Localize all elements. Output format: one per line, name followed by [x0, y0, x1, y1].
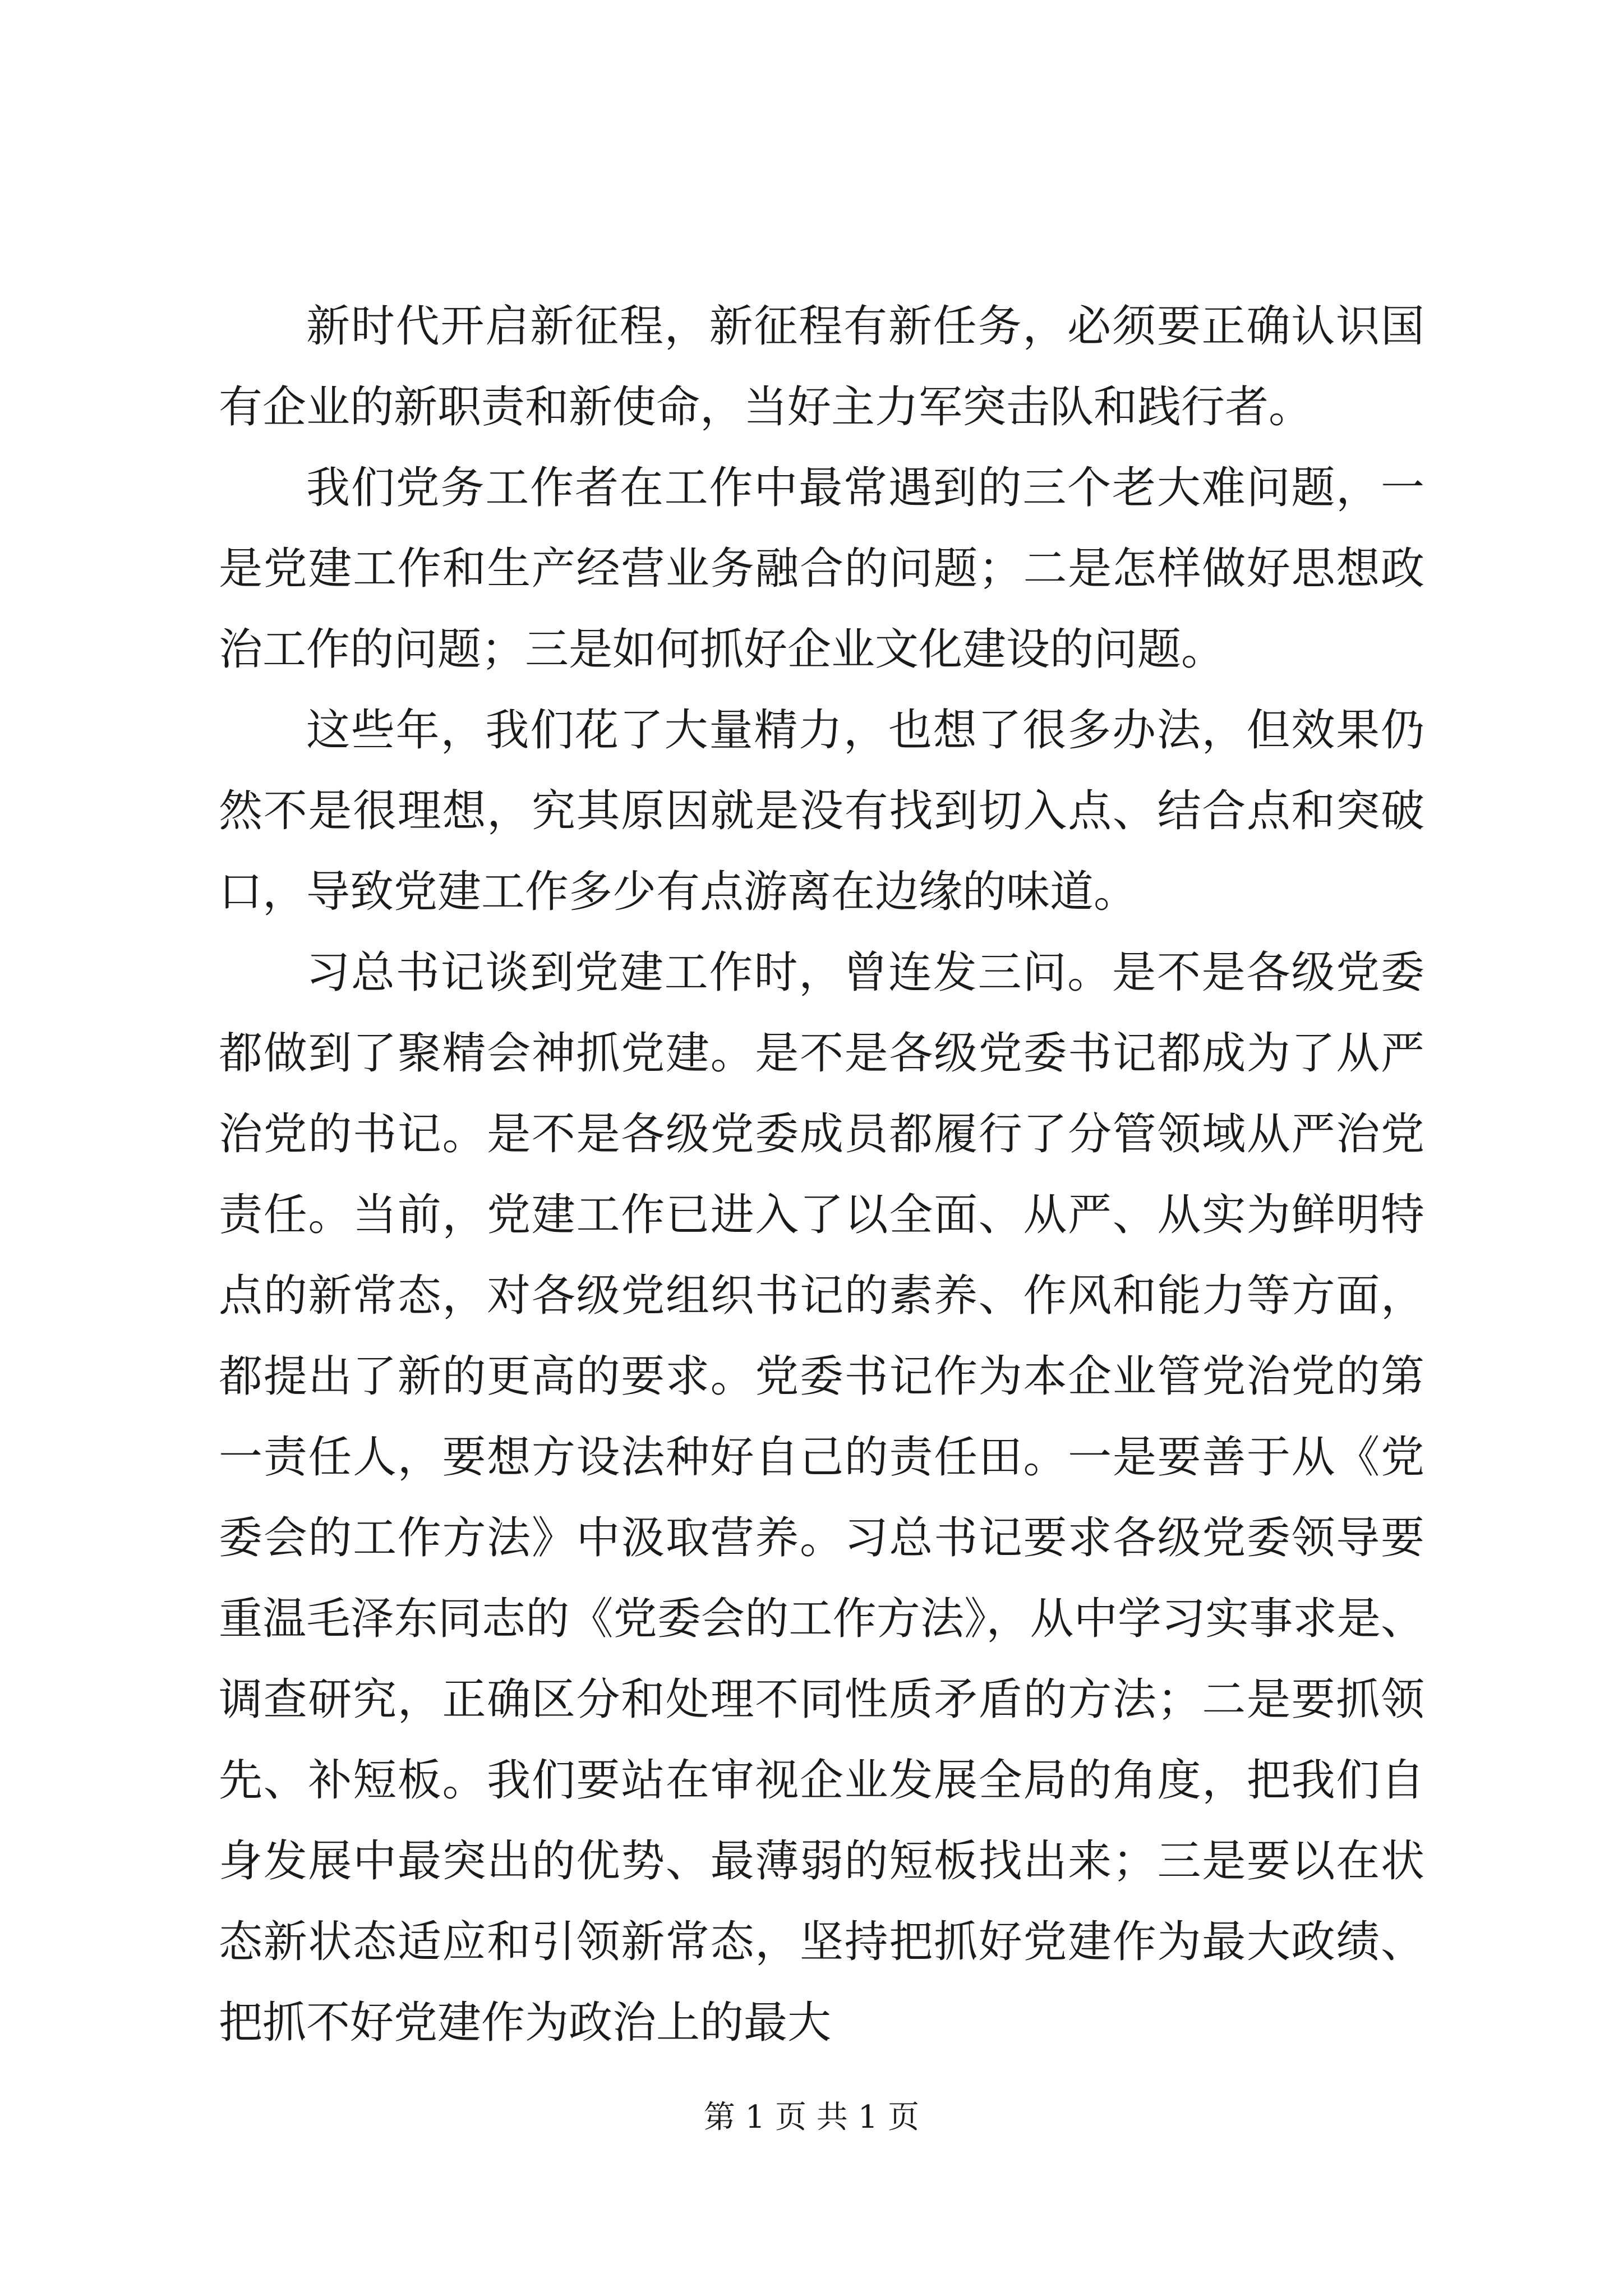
paragraph-4: 习总书记谈到党建工作时，曾连发三问。是不是各级党委都做到了聚精会神抓党建。是不是各级党委书记都成为了从严治党的书记。是不是各级党委成员都履行了分管领域从严治党责任。当前，党建工作已进入了以全面、从严、从实为鲜明特点的新常态，对各级党组织书记的素养、作风和能力等方面，都提出了新的更高的要求。党委书记作为本企业管党治党的第一责任人，要想方设法种好自己的责任田。一是要善于从《党委会的工作方法》中汲取营养。习总书记要求各级党委领导要重温毛泽东同志的《党委会的工作方法》，从中学习实事求是、调查研究，正确区分和处理不同性质矛盾的方法；二是要抓领先、补短板。我们要站在审视企业发展全局的角度，把我们自身发展中最突出的优势、最薄弱的短板找出来；三是要以在状态新状态适应和引领新常态，坚持把抓好党建作为最大政绩、把抓不好党建作为政治上的最大 [219, 947, 1424, 2048]
paragraph-1: 新时代开启新征程，新征程有新任务，必须要正确认识国有企业的新职责和新使命，当好主力军突击队和践行者。 [219, 301, 1424, 432]
paragraph-2: 我们党务工作者在工作中最常遇到的三个老大难问题，一是党建工作和生产经营业务融合的问题；二是怎样做好思想政治工作的问题；三是如何抓好企业文化建设的问题。 [219, 463, 1424, 675]
page-footer: 第 1 页 共 1 页 [703, 2099, 920, 2136]
document-body [219, 286, 1424, 2063]
paragraph-3: 这些年，我们花了大量精力，也想了很多办法，但效果仍然不是很理想，究其原因就是没有找到切入点、结合点和突破口，导致党建工作多少有点游离在边缘的味道。 [219, 705, 1424, 917]
